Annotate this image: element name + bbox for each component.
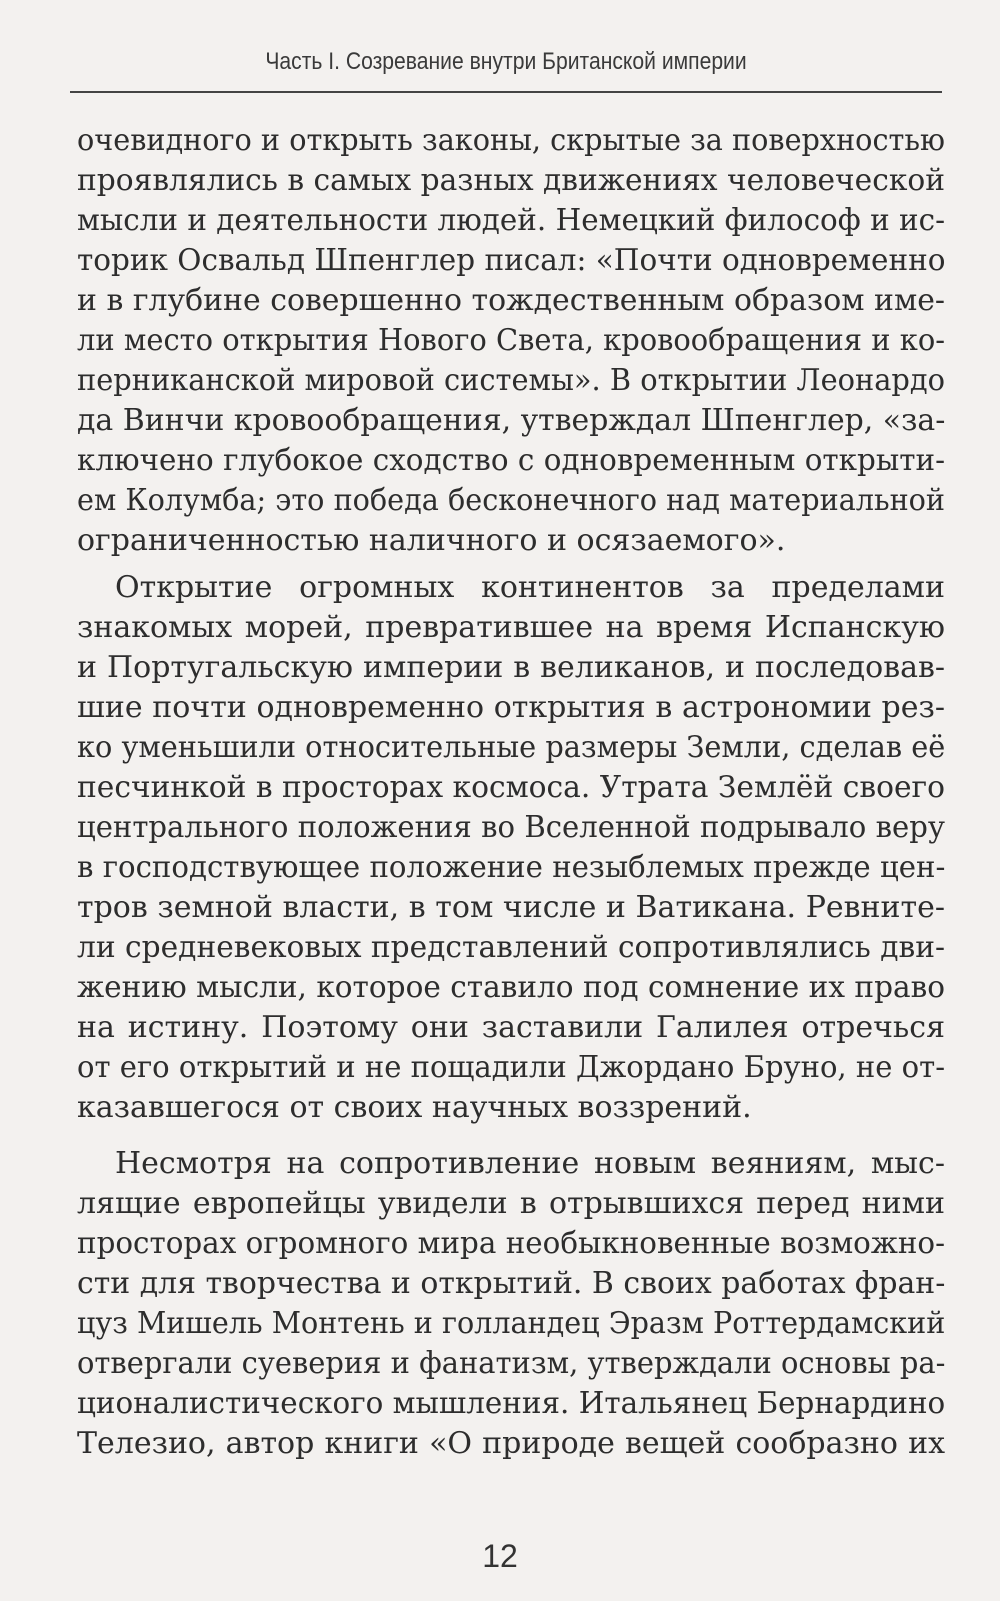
text-line: сти для творчества и открытий. В своих работах фран- xyxy=(77,1266,946,1301)
text-line: ли средневековых представлений сопротивлялись дви- xyxy=(77,930,945,965)
text-line: просторах огромного мира необыкновенные возможно- xyxy=(77,1226,946,1261)
text-line: знакомых морей, превратившее на время Испанскую xyxy=(77,610,945,645)
text-line: ционалистического мышления. Итальянец Бернардино xyxy=(77,1386,946,1421)
text-line: перниканской мировой системы». В открытии Леонардо xyxy=(77,363,946,398)
text-line: на истину. Поэтому они заставили Галилея отречься xyxy=(77,1010,945,1045)
text-line: песчинкой в просторах космоса. Утрата Землёй своего xyxy=(77,770,945,805)
text-line: Несмотря на сопротивление новым веяниям, мыс- xyxy=(115,1146,945,1181)
text-line: центрального положения во Вселенной подрывало веру xyxy=(77,810,945,845)
text-line: в господствующее положение незыблемых прежде цен- xyxy=(77,850,946,885)
running-header: Часть I. Созревание внутри Британской империи xyxy=(265,48,747,75)
text-line: отвергали суеверия и фанатизм, утверждали основы ра- xyxy=(77,1346,946,1381)
text-line: цуз Мишель Монтень и голландец Эразм Роттердамский xyxy=(77,1306,946,1341)
text-line: лящие европейцы увидели в отрывшихся перед ними xyxy=(77,1186,945,1221)
text-line: тров земной власти, в том числе и Ватикана. Ревните- xyxy=(77,890,945,925)
text-line: ограниченностью наличного и осязаемого». xyxy=(77,523,786,558)
text-line: ко уменьшили относительные размеры Земли, сделав её xyxy=(77,730,946,765)
text-line: Телезио, автор книги «О природе вещей сообразно их xyxy=(77,1426,945,1461)
text-line: ключено глубокое сходство с одновременным открыти- xyxy=(77,443,946,478)
text-line: мысли и деятельности людей. Немецкий философ и ис- xyxy=(77,203,946,238)
text-line: торик Освальд Шпенглер писал: «Почти одновременно xyxy=(77,243,946,278)
text-line: жению мысли, которое ставило под сомнение их право xyxy=(77,970,945,1005)
page-number: 12 xyxy=(482,1538,518,1574)
text-line: шие почти одновременно открытия в астрономии рез- xyxy=(77,690,945,725)
text-line: и в глубине совершенно тождественным образом име- xyxy=(77,283,946,318)
text-line: ем Колумба; это победа бесконечного над материальной xyxy=(77,483,946,518)
text-line: и Португальскую империи в великанов, и последовав- xyxy=(77,650,945,685)
text-line: да Винчи кровообращения, утверждал Шпенглер, «за- xyxy=(77,403,946,438)
text-line: казавшегося от своих научных воззрений. xyxy=(77,1090,752,1125)
text-line: Открытие огромных континентов за пределами xyxy=(115,570,945,605)
text-line: очевидного и открыть законы, скрытые за поверхностью xyxy=(77,123,945,158)
text-line: проявлялись в самых разных движениях человеческой xyxy=(77,163,945,198)
text-line: ли место открытия Нового Света, кровообращения и ко- xyxy=(77,323,946,358)
text-line: от его открытий и не пощадили Джордано Бруно, не от- xyxy=(77,1050,946,1085)
